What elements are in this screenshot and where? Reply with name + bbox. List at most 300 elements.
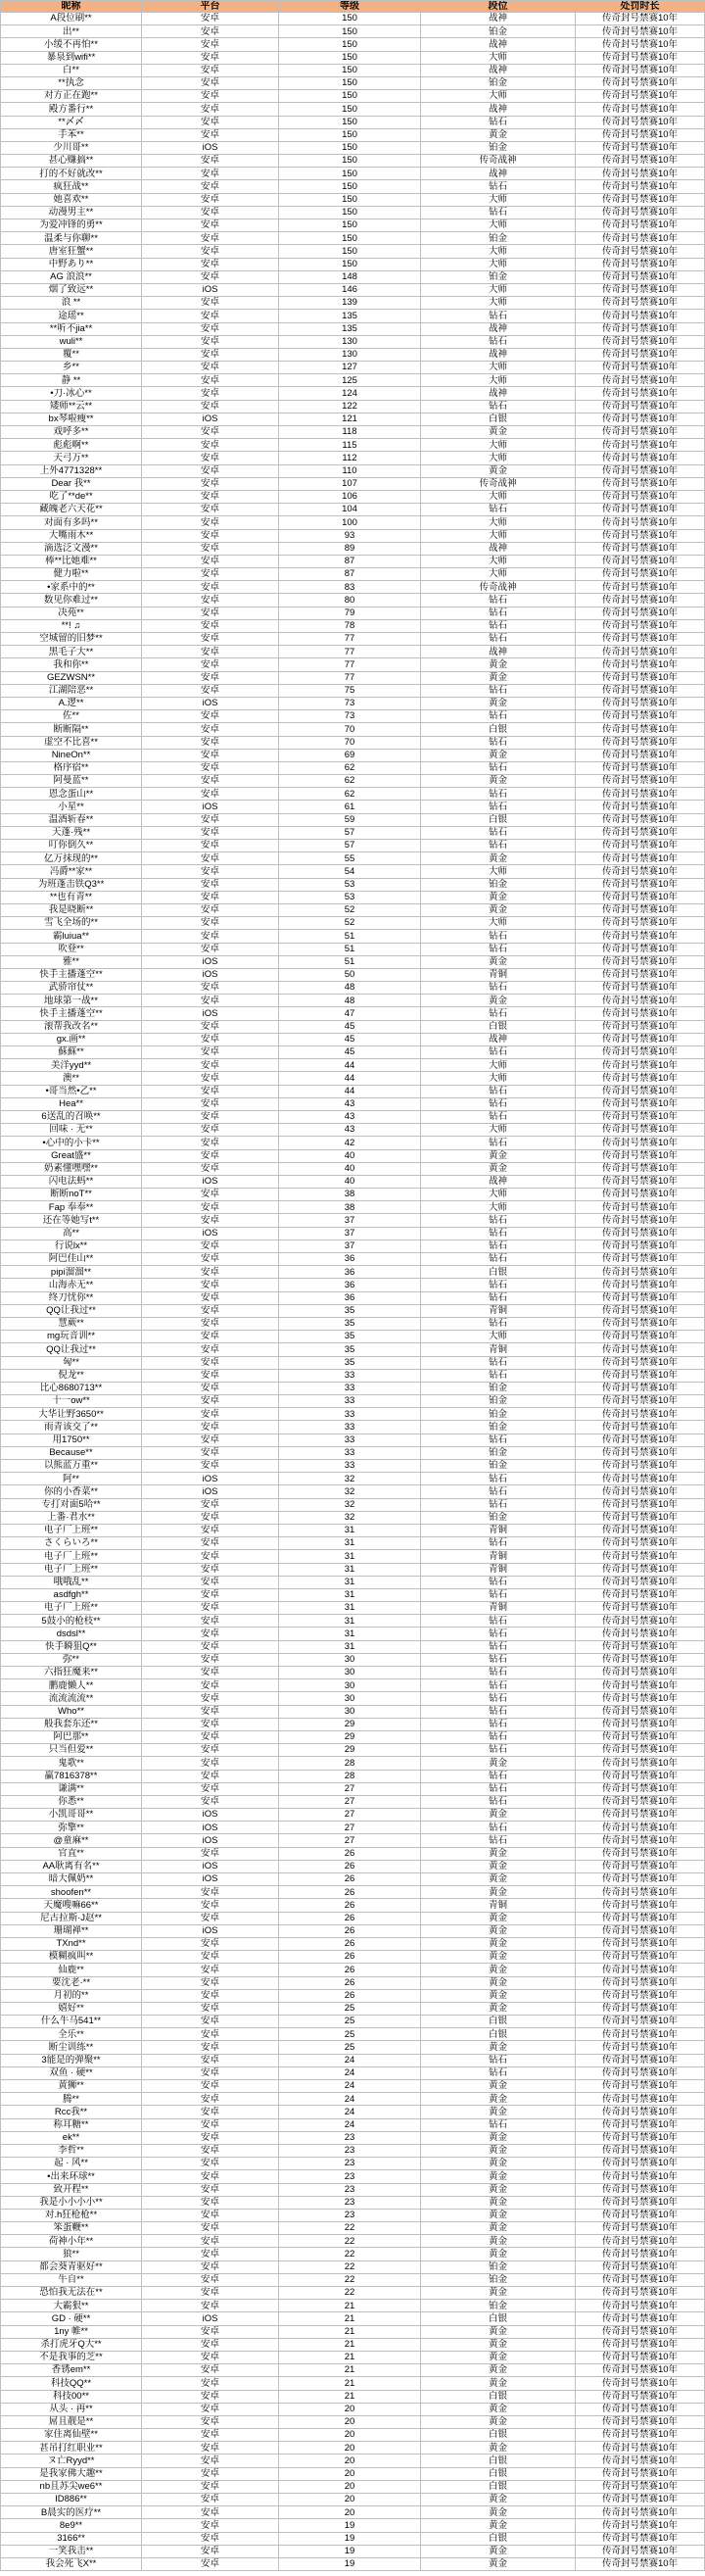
- cell-nickname: 小凯哥哥**: [0, 1809, 142, 1822]
- table-row: [0, 465, 705, 478]
- cell-nickname: 上番·君水**: [0, 1512, 142, 1525]
- table-row: [0, 1434, 705, 1447]
- cell-nickname: 覆**: [0, 349, 142, 362]
- cell-nickname: TXnd**: [0, 1938, 142, 1951]
- cell-nickname: A.逻**: [0, 698, 142, 710]
- cell-nickname: 健力啦**: [0, 568, 142, 581]
- cell-rank: 铂金: [421, 1512, 576, 1525]
- cell-level: 135: [279, 323, 421, 336]
- cell-nickname: wuli**: [0, 336, 142, 349]
- cell-nickname: 阿巴佳山**: [0, 1253, 142, 1266]
- cell-penalty: 传奇封号禁赛10年: [576, 865, 705, 878]
- cell-rank: 黄金: [421, 1150, 576, 1163]
- cell-penalty: 传奇封号禁赛10年: [576, 2093, 705, 2106]
- cell-level: 26: [279, 1899, 421, 1912]
- cell-platform: 安卓: [142, 1641, 279, 1654]
- cell-penalty: 传奇封号禁赛10年: [576, 271, 705, 284]
- cell-level: 130: [279, 349, 421, 362]
- cell-platform: 安卓: [142, 2158, 279, 2170]
- cell-penalty: 传奇封号禁赛10年: [576, 2132, 705, 2145]
- cell-nickname: 霸luiua**: [0, 930, 142, 943]
- cell-penalty: 传奇封号禁赛10年: [576, 1137, 705, 1149]
- cell-rank: 白银: [421, 2468, 576, 2481]
- cell-nickname: Who**: [0, 1706, 142, 1719]
- cell-nickname: 弥**: [0, 1654, 142, 1667]
- cell-penalty: 传奇封号禁赛10年: [576, 1434, 705, 1447]
- cell-penalty: 传奇封号禁赛10年: [576, 556, 705, 568]
- cell-nickname: ek**: [0, 2132, 142, 2145]
- cell-penalty: 传奇封号禁赛10年: [576, 2377, 705, 2390]
- cell-level: 20: [279, 2429, 421, 2442]
- cell-penalty: 传奇封号禁赛10年: [576, 995, 705, 1007]
- cell-platform: 安卓: [142, 2132, 279, 2145]
- cell-nickname: ID886**: [0, 2494, 142, 2506]
- table-row: [0, 608, 705, 620]
- cell-rank: 钻石: [421, 982, 576, 995]
- cell-nickname: 矮师**云**: [0, 401, 142, 413]
- table-row: [0, 2454, 705, 2467]
- cell-platform: 安卓: [142, 1124, 279, 1137]
- cell-nickname: 为爱冲锋的勇**: [0, 219, 142, 232]
- cell-nickname: 6送乱的召唤**: [0, 1111, 142, 1124]
- cell-penalty: 传奇封号禁赛10年: [576, 1938, 705, 1951]
- cell-nickname: 科技QQ**: [0, 2377, 142, 2390]
- table-row: [0, 956, 705, 969]
- cell-platform: 安卓: [142, 710, 279, 723]
- table-row: [0, 698, 705, 710]
- cell-rank: 钻石: [421, 1537, 576, 1550]
- cell-platform: iOS: [142, 2312, 279, 2325]
- cell-rank: 青铜: [421, 1602, 576, 1615]
- table-row: [0, 1654, 705, 1667]
- cell-nickname: 甚吊打红职业**: [0, 2442, 142, 2454]
- cell-level: 29: [279, 1731, 421, 1744]
- table-row: [0, 297, 705, 310]
- cell-penalty: 传奇封号禁赛10年: [576, 117, 705, 129]
- cell-platform: 安卓: [142, 1408, 279, 1421]
- cell-level: 20: [279, 2416, 421, 2429]
- cell-rank: 黄金: [421, 2184, 576, 2197]
- cell-rank: 钻石: [421, 1292, 576, 1305]
- table-row: [0, 1086, 705, 1098]
- cell-level: 83: [279, 581, 421, 594]
- table-row: [0, 1537, 705, 1550]
- cell-platform: 安卓: [142, 1990, 279, 2003]
- cell-rank: 黄金: [421, 426, 576, 439]
- cell-penalty: 传奇封号禁赛10年: [576, 568, 705, 581]
- cell-level: 32: [279, 1499, 421, 1512]
- cell-rank: 钻石: [421, 930, 576, 943]
- cell-rank: 钻石: [421, 1253, 576, 1266]
- cell-penalty: 传奇封号禁赛10年: [576, 1577, 705, 1589]
- cell-nickname: 阿曼蓝**: [0, 775, 142, 788]
- cell-level: 121: [279, 413, 421, 426]
- cell-level: 25: [279, 2003, 421, 2016]
- cell-penalty: 传奇封号禁赛10年: [576, 737, 705, 750]
- cell-nickname: QQ让我过**: [0, 1343, 142, 1356]
- cell-platform: 安卓: [142, 401, 279, 413]
- cell-nickname: 对.h狂枪枪**: [0, 2210, 142, 2222]
- cell-platform: 安卓: [142, 685, 279, 698]
- cell-level: 77: [279, 646, 421, 658]
- cell-level: 19: [279, 2558, 421, 2571]
- cell-nickname: 3能是的弹聚**: [0, 2055, 142, 2067]
- cell-rank: 战神: [421, 13, 576, 25]
- cell-platform: 安卓: [142, 2145, 279, 2158]
- cell-level: 89: [279, 543, 421, 556]
- cell-level: 77: [279, 633, 421, 646]
- cell-rank: 铂金: [421, 2274, 576, 2287]
- cell-platform: 安卓: [142, 1460, 279, 1473]
- cell-platform: 安卓: [142, 904, 279, 917]
- table-row: [0, 2468, 705, 2481]
- cell-level: 118: [279, 426, 421, 439]
- cell-penalty: 传奇封号禁赛10年: [576, 2442, 705, 2454]
- cell-rank: 大师: [421, 516, 576, 529]
- table-row: [0, 1679, 705, 1692]
- cell-level: 20: [279, 2468, 421, 2481]
- cell-level: 21: [279, 2352, 421, 2364]
- table-row: [0, 1834, 705, 1847]
- cell-platform: 安卓: [142, 788, 279, 801]
- cell-platform: 安卓: [142, 1615, 279, 1628]
- cell-level: 150: [279, 259, 421, 271]
- table-row: [0, 77, 705, 90]
- cell-level: 31: [279, 1641, 421, 1654]
- cell-nickname: pipi溜溜**: [0, 1266, 142, 1279]
- cell-rank: 钻石: [421, 1318, 576, 1331]
- cell-nickname: 叮你倒久**: [0, 840, 142, 852]
- table-row: [0, 1150, 705, 1163]
- cell-penalty: 传奇封号禁赛10年: [576, 1007, 705, 1020]
- cell-level: 20: [279, 2481, 421, 2494]
- table-row: [0, 633, 705, 646]
- cell-penalty: 传奇封号禁赛10年: [576, 1783, 705, 1796]
- cell-rank: 钻石: [421, 1485, 576, 1498]
- cell-level: 33: [279, 1421, 421, 1434]
- cell-nickname: 地球第一战**: [0, 995, 142, 1007]
- cell-penalty: 传奇封号禁赛10年: [576, 917, 705, 930]
- cell-rank: 黄金: [421, 2170, 576, 2183]
- header-level: 等级: [279, 0, 421, 13]
- cell-nickname: 烟了致远**: [0, 284, 142, 297]
- cell-rank: 黄金: [421, 2377, 576, 2390]
- table-row: [0, 814, 705, 827]
- cell-penalty: 传奇封号禁赛10年: [576, 944, 705, 956]
- cell-nickname: 天魔嗖嘛66**: [0, 1899, 142, 1912]
- cell-nickname: 乡**: [0, 362, 142, 374]
- cell-penalty: 传奇封号禁赛10年: [576, 608, 705, 620]
- cell-level: 51: [279, 956, 421, 969]
- cell-nickname: 8e9**: [0, 2519, 142, 2532]
- cell-rank: 黄金: [421, 2158, 576, 2170]
- cell-platform: 安卓: [142, 1279, 279, 1291]
- cell-level: 122: [279, 401, 421, 413]
- cell-platform: 安卓: [142, 2197, 279, 2210]
- cell-level: 27: [279, 1822, 421, 1834]
- cell-platform: 安卓: [142, 2429, 279, 2442]
- cell-platform: iOS: [142, 142, 279, 155]
- cell-level: 61: [279, 801, 421, 813]
- cell-rank: 黄金: [421, 1977, 576, 1990]
- cell-nickname: 疯狂战**: [0, 180, 142, 193]
- cell-level: 20: [279, 2506, 421, 2519]
- cell-platform: 安卓: [142, 2106, 279, 2118]
- cell-rank: 黄金: [421, 750, 576, 762]
- cell-rank: 黄金: [421, 2080, 576, 2093]
- cell-level: 35: [279, 1343, 421, 1356]
- cell-platform: iOS: [142, 1473, 279, 1485]
- cell-nickname: 小星**: [0, 801, 142, 813]
- cell-platform: 安卓: [142, 1564, 279, 1577]
- cell-rank: 大师: [421, 1201, 576, 1214]
- cell-rank: 钻石: [421, 1641, 576, 1654]
- cell-nickname: 甚心赚搞**: [0, 155, 142, 168]
- cell-nickname: 牛自**: [0, 2274, 142, 2287]
- cell-penalty: 传奇封号禁赛10年: [576, 2274, 705, 2287]
- cell-penalty: 传奇封号禁赛10年: [576, 2197, 705, 2210]
- cell-penalty: 传奇封号禁赛10年: [576, 1731, 705, 1744]
- cell-nickname: 亿万抹现的**: [0, 852, 142, 865]
- cell-level: 40: [279, 1176, 421, 1189]
- cell-level: 70: [279, 737, 421, 750]
- cell-level: 77: [279, 658, 421, 671]
- cell-rank: 白银: [421, 814, 576, 827]
- cell-level: 106: [279, 491, 421, 504]
- cell-level: 20: [279, 2494, 421, 2506]
- cell-nickname: bx琴啦瘦**: [0, 413, 142, 426]
- cell-level: 20: [279, 2454, 421, 2467]
- cell-level: 21: [279, 2339, 421, 2352]
- cell-nickname: 快手主播蓬空**: [0, 1007, 142, 1020]
- cell-nickname: 要沈老·**: [0, 1977, 142, 1990]
- cell-rank: 黄金: [421, 892, 576, 904]
- cell-platform: 安卓: [142, 1343, 279, 1356]
- cell-penalty: 传奇封号禁赛10年: [576, 892, 705, 904]
- cell-platform: 安卓: [142, 1059, 279, 1072]
- cell-rank: 钻石: [421, 1499, 576, 1512]
- cell-rank: 白银: [421, 2533, 576, 2546]
- table-row: [0, 2429, 705, 2442]
- table-row: [0, 2028, 705, 2041]
- cell-level: 59: [279, 814, 421, 827]
- cell-nickname: 以熊蓝万重**: [0, 1460, 142, 1473]
- cell-penalty: 传奇封号禁赛10年: [576, 1086, 705, 1098]
- cell-platform: 安卓: [142, 1938, 279, 1951]
- cell-rank: 传奇战神: [421, 581, 576, 594]
- cell-platform: 安卓: [142, 2519, 279, 2532]
- cell-platform: 安卓: [142, 2016, 279, 2028]
- cell-level: 20: [279, 2404, 421, 2416]
- cell-rank: 钻石: [421, 2067, 576, 2080]
- cell-level: 55: [279, 852, 421, 865]
- table-row: [0, 762, 705, 775]
- cell-nickname: 称耳糖**: [0, 2119, 142, 2132]
- cell-level: 28: [279, 1771, 421, 1783]
- cell-platform: 安卓: [142, 852, 279, 865]
- cell-level: 62: [279, 762, 421, 775]
- cell-platform: iOS: [142, 801, 279, 813]
- cell-nickname: 月初的**: [0, 1990, 142, 2003]
- cell-platform: 安卓: [142, 982, 279, 995]
- cell-rank: 黄金: [421, 2222, 576, 2235]
- table-row: [0, 2312, 705, 2325]
- cell-platform: 安卓: [142, 1253, 279, 1266]
- cell-nickname: 起 · 风**: [0, 2158, 142, 2170]
- table-row: [0, 2041, 705, 2054]
- cell-penalty: 传奇封号禁赛10年: [576, 336, 705, 349]
- cell-penalty: 传奇封号禁赛10年: [576, 323, 705, 336]
- cell-level: 45: [279, 1034, 421, 1046]
- table-row: [0, 1771, 705, 1783]
- cell-platform: 安卓: [142, 194, 279, 207]
- table-body: [0, 13, 705, 2571]
- table-row: [0, 38, 705, 51]
- table-row: [0, 1266, 705, 1279]
- cell-level: 24: [279, 2093, 421, 2106]
- cell-rank: 钻石: [421, 1111, 576, 1124]
- cell-rank: 青铜: [421, 969, 576, 982]
- cell-level: 33: [279, 1434, 421, 1447]
- cell-level: 30: [279, 1692, 421, 1705]
- cell-platform: 安卓: [142, 2235, 279, 2248]
- cell-nickname: Great盛**: [0, 1150, 142, 1163]
- table-row: [0, 840, 705, 852]
- cell-level: 26: [279, 1925, 421, 1938]
- cell-level: 150: [279, 155, 421, 168]
- table-row: [0, 723, 705, 736]
- cell-platform: 安卓: [142, 1731, 279, 1744]
- cell-level: 69: [279, 750, 421, 762]
- cell-level: 27: [279, 1783, 421, 1796]
- cell-nickname: •家系中的**: [0, 581, 142, 594]
- cell-penalty: 传奇封号禁赛10年: [576, 1873, 705, 1886]
- cell-rank: 青铜: [421, 1305, 576, 1318]
- cell-rank: 黄金: [421, 465, 576, 478]
- cell-penalty: 传奇封号禁赛10年: [576, 38, 705, 51]
- cell-penalty: 传奇封号禁赛10年: [576, 1460, 705, 1473]
- cell-platform: 安卓: [142, 1964, 279, 1976]
- cell-nickname: 恩念蛋山**: [0, 788, 142, 801]
- cell-nickname: 唐室狂蟹**: [0, 245, 142, 258]
- cell-platform: 安卓: [142, 1240, 279, 1253]
- cell-rank: 黄金: [421, 956, 576, 969]
- cell-rank: 白银: [421, 2016, 576, 2028]
- cell-platform: 安卓: [142, 1719, 279, 1731]
- cell-nickname: 她喜欢**: [0, 194, 142, 207]
- cell-level: 44: [279, 1059, 421, 1072]
- cell-nickname: A段位刷**: [0, 13, 142, 25]
- cell-level: 110: [279, 465, 421, 478]
- cell-platform: 安卓: [142, 1137, 279, 1149]
- cell-platform: 安卓: [142, 207, 279, 219]
- cell-rank: 钻石: [421, 1706, 576, 1719]
- table-row: [0, 1189, 705, 1201]
- table-row: [0, 478, 705, 491]
- cell-platform: 安卓: [142, 1305, 279, 1318]
- cell-penalty: 传奇封号禁赛10年: [576, 142, 705, 155]
- cell-platform: 安卓: [142, 103, 279, 116]
- cell-rank: 大师: [421, 865, 576, 878]
- cell-level: 25: [279, 2028, 421, 2041]
- cell-nickname: 中野あり**: [0, 259, 142, 271]
- table-row: [0, 788, 705, 801]
- cell-rank: 钻石: [421, 1357, 576, 1370]
- cell-platform: 安卓: [142, 491, 279, 504]
- cell-platform: 安卓: [142, 814, 279, 827]
- cell-level: 19: [279, 2519, 421, 2532]
- cell-nickname: 闪电法蚂**: [0, 1176, 142, 1189]
- cell-level: 22: [279, 2248, 421, 2260]
- cell-rank: 白银: [421, 2454, 576, 2467]
- cell-penalty: 传奇封号禁赛10年: [576, 1201, 705, 1214]
- cell-nickname: 香锈em**: [0, 2364, 142, 2377]
- cell-penalty: 传奇封号禁赛10年: [576, 2210, 705, 2222]
- cell-rank: 大师: [421, 90, 576, 103]
- cell-penalty: 传奇封号禁赛10年: [576, 1757, 705, 1770]
- cell-nickname: 静 **: [0, 374, 142, 387]
- cell-rank: 大师: [421, 1189, 576, 1201]
- cell-rank: 钻石: [421, 1214, 576, 1227]
- cell-rank: 白银: [421, 2028, 576, 2041]
- cell-level: 150: [279, 103, 421, 116]
- cell-nickname: 模糊疯叫**: [0, 1951, 142, 1964]
- cell-penalty: 传奇封号禁赛10年: [576, 90, 705, 103]
- cell-level: 43: [279, 1098, 421, 1111]
- cell-penalty: 传奇封号禁赛10年: [576, 1395, 705, 1408]
- cell-penalty: 传奇封号禁赛10年: [576, 297, 705, 310]
- cell-platform: 安卓: [142, 478, 279, 491]
- cell-level: 26: [279, 1861, 421, 1873]
- cell-platform: 安卓: [142, 259, 279, 271]
- table-row: [0, 1383, 705, 1395]
- table-row: [0, 117, 705, 129]
- table-row: [0, 1395, 705, 1408]
- cell-level: 51: [279, 930, 421, 943]
- table-row: [0, 1111, 705, 1124]
- table-row: [0, 2300, 705, 2312]
- cell-platform: 安卓: [142, 1951, 279, 1964]
- cell-penalty: 传奇封号禁赛10年: [576, 401, 705, 413]
- cell-rank: 青铜: [421, 1550, 576, 1563]
- cell-penalty: 传奇封号禁赛10年: [576, 672, 705, 685]
- cell-penalty: 传奇封号禁赛10年: [576, 2080, 705, 2093]
- cell-platform: 安卓: [142, 1163, 279, 1176]
- cell-level: 19: [279, 2533, 421, 2546]
- cell-nickname: 阿**: [0, 1473, 142, 1485]
- cell-level: 57: [279, 827, 421, 840]
- cell-rank: 白银: [421, 723, 576, 736]
- cell-penalty: 传奇封号禁赛10年: [576, 879, 705, 892]
- cell-rank: 钻石: [421, 1589, 576, 1602]
- table-row: [0, 2055, 705, 2067]
- cell-platform: 安卓: [142, 646, 279, 658]
- cell-nickname: 高**: [0, 1228, 142, 1240]
- cell-penalty: 传奇封号禁赛10年: [576, 1473, 705, 1485]
- cell-nickname: 哦哦乱**: [0, 1577, 142, 1589]
- cell-penalty: 传奇封号禁赛10年: [576, 1357, 705, 1370]
- table-row: [0, 2442, 705, 2454]
- table-row: [0, 362, 705, 374]
- table-row: [0, 2197, 705, 2210]
- cell-penalty: 传奇封号禁赛10年: [576, 1163, 705, 1176]
- table-row: [0, 1783, 705, 1796]
- table-row: [0, 750, 705, 762]
- cell-rank: 钻石: [421, 827, 576, 840]
- table-row: [0, 194, 705, 207]
- cell-platform: 安卓: [142, 1395, 279, 1408]
- cell-level: 33: [279, 1383, 421, 1395]
